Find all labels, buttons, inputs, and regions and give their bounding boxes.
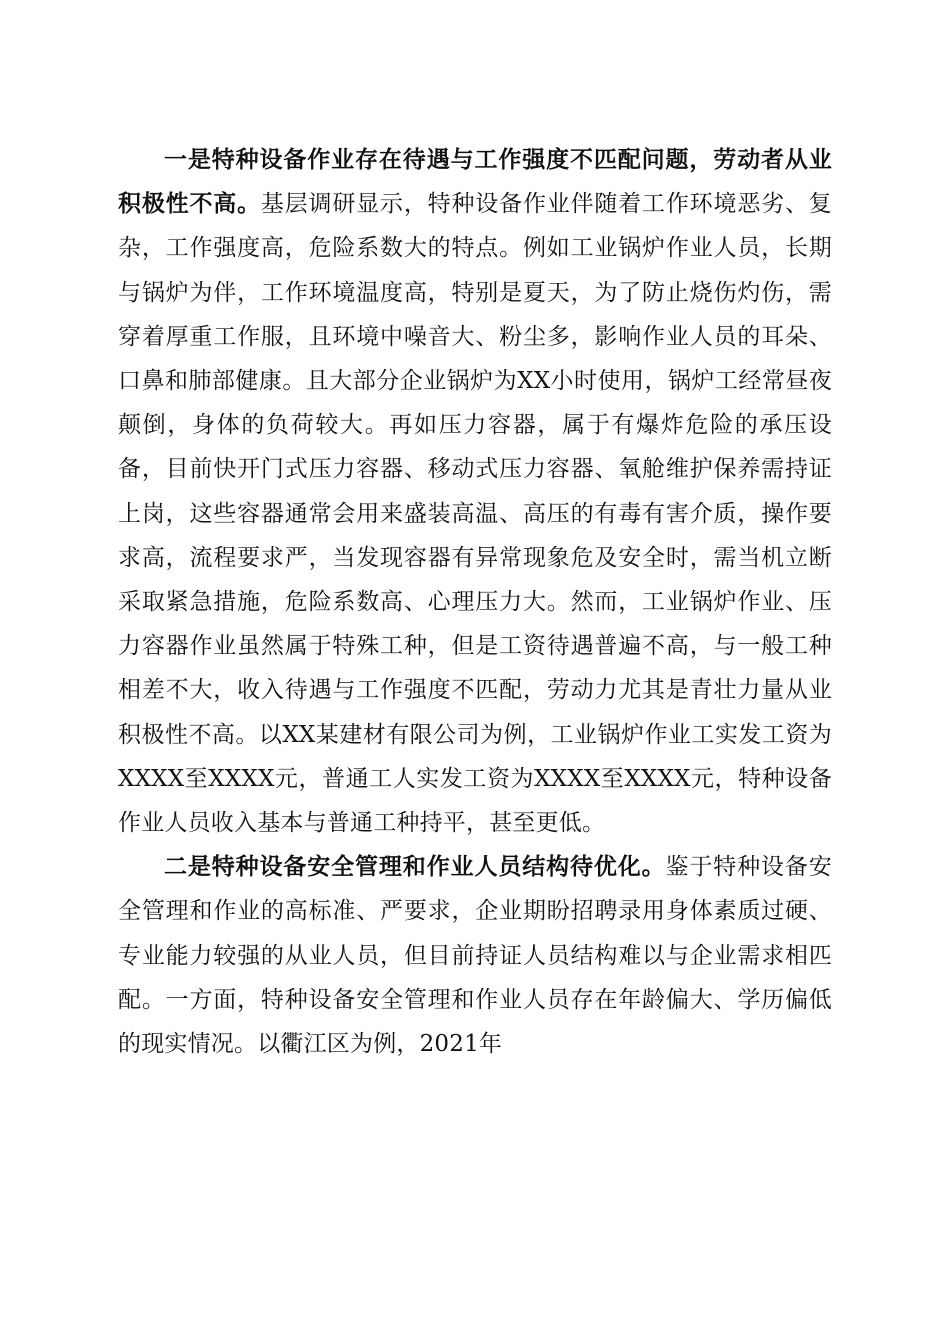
paragraph-2-body: 鉴于特种设备安全管理和作业的高标准、严要求，企业期盼招聘录用身体素质过硬、专业能力较强的从业人员，但目前持证人员结构难以与企业需求相匹配。一方面，特种设备安全管理和作业人员存在年龄偏大、学历偏低的现实情况。以衢江区为例，2021年 bbox=[118, 854, 833, 1058]
paragraph-1-lead: 一是特种设备作业存在待遇与工作强度不匹配问题，劳动者从业积极性不高。 bbox=[118, 146, 832, 218]
document-body bbox=[118, 138, 832, 1066]
paragraph-1-body: 基层调研显示，特种设备作业伴随着工作环境恶劣、复杂，工作强度高，危险系数大的特点。例如工业锅炉作业人员，长期与锅炉为伴，工作环境温度高，特别是夏天，为了防止烧伤灼伤，需穿着厚重工作服，且环境中噪音大、粉尘多，影响作业人员的耳朵、口鼻和肺部健康。且大部分企业锅炉为XX小时使用，锅炉工经常昼夜颠倒，身体的负荷较大。再如压力容器，属于有爆炸危险的承压设备，目前快开门式压力容器、移动式压力容器、氧舱维护保养需持证上岗，这些容器通常会用来盛装高温、高压的有毒有害介质，操作要求高，流程要求严，当发现容器有异常现象危及安全时，需当机立断采取紧急措施，危险系数高、心理压力大。然而，工业锅炉作业、压力容器作业虽然属于特殊工种，但是工资待遇普遍不高，与一般工种相差不大，收入待遇与工作强度不匹配，劳动力尤其是青壮力量从业积极性不高。以XX某建材有限公司为例，工业锅炉作业工实发工资为XXXX至XXXX元，普通工人实发工资为XXXX至XXXX元，特种设备作业人员收入基本与普通工种持平，甚至更低。 bbox=[118, 191, 832, 837]
paragraph-2-lead: 二是特种设备安全管理和作业人员结构待优化。 bbox=[164, 853, 666, 881]
paragraph-2 bbox=[118, 845, 832, 1066]
paragraph-1 bbox=[118, 138, 832, 845]
